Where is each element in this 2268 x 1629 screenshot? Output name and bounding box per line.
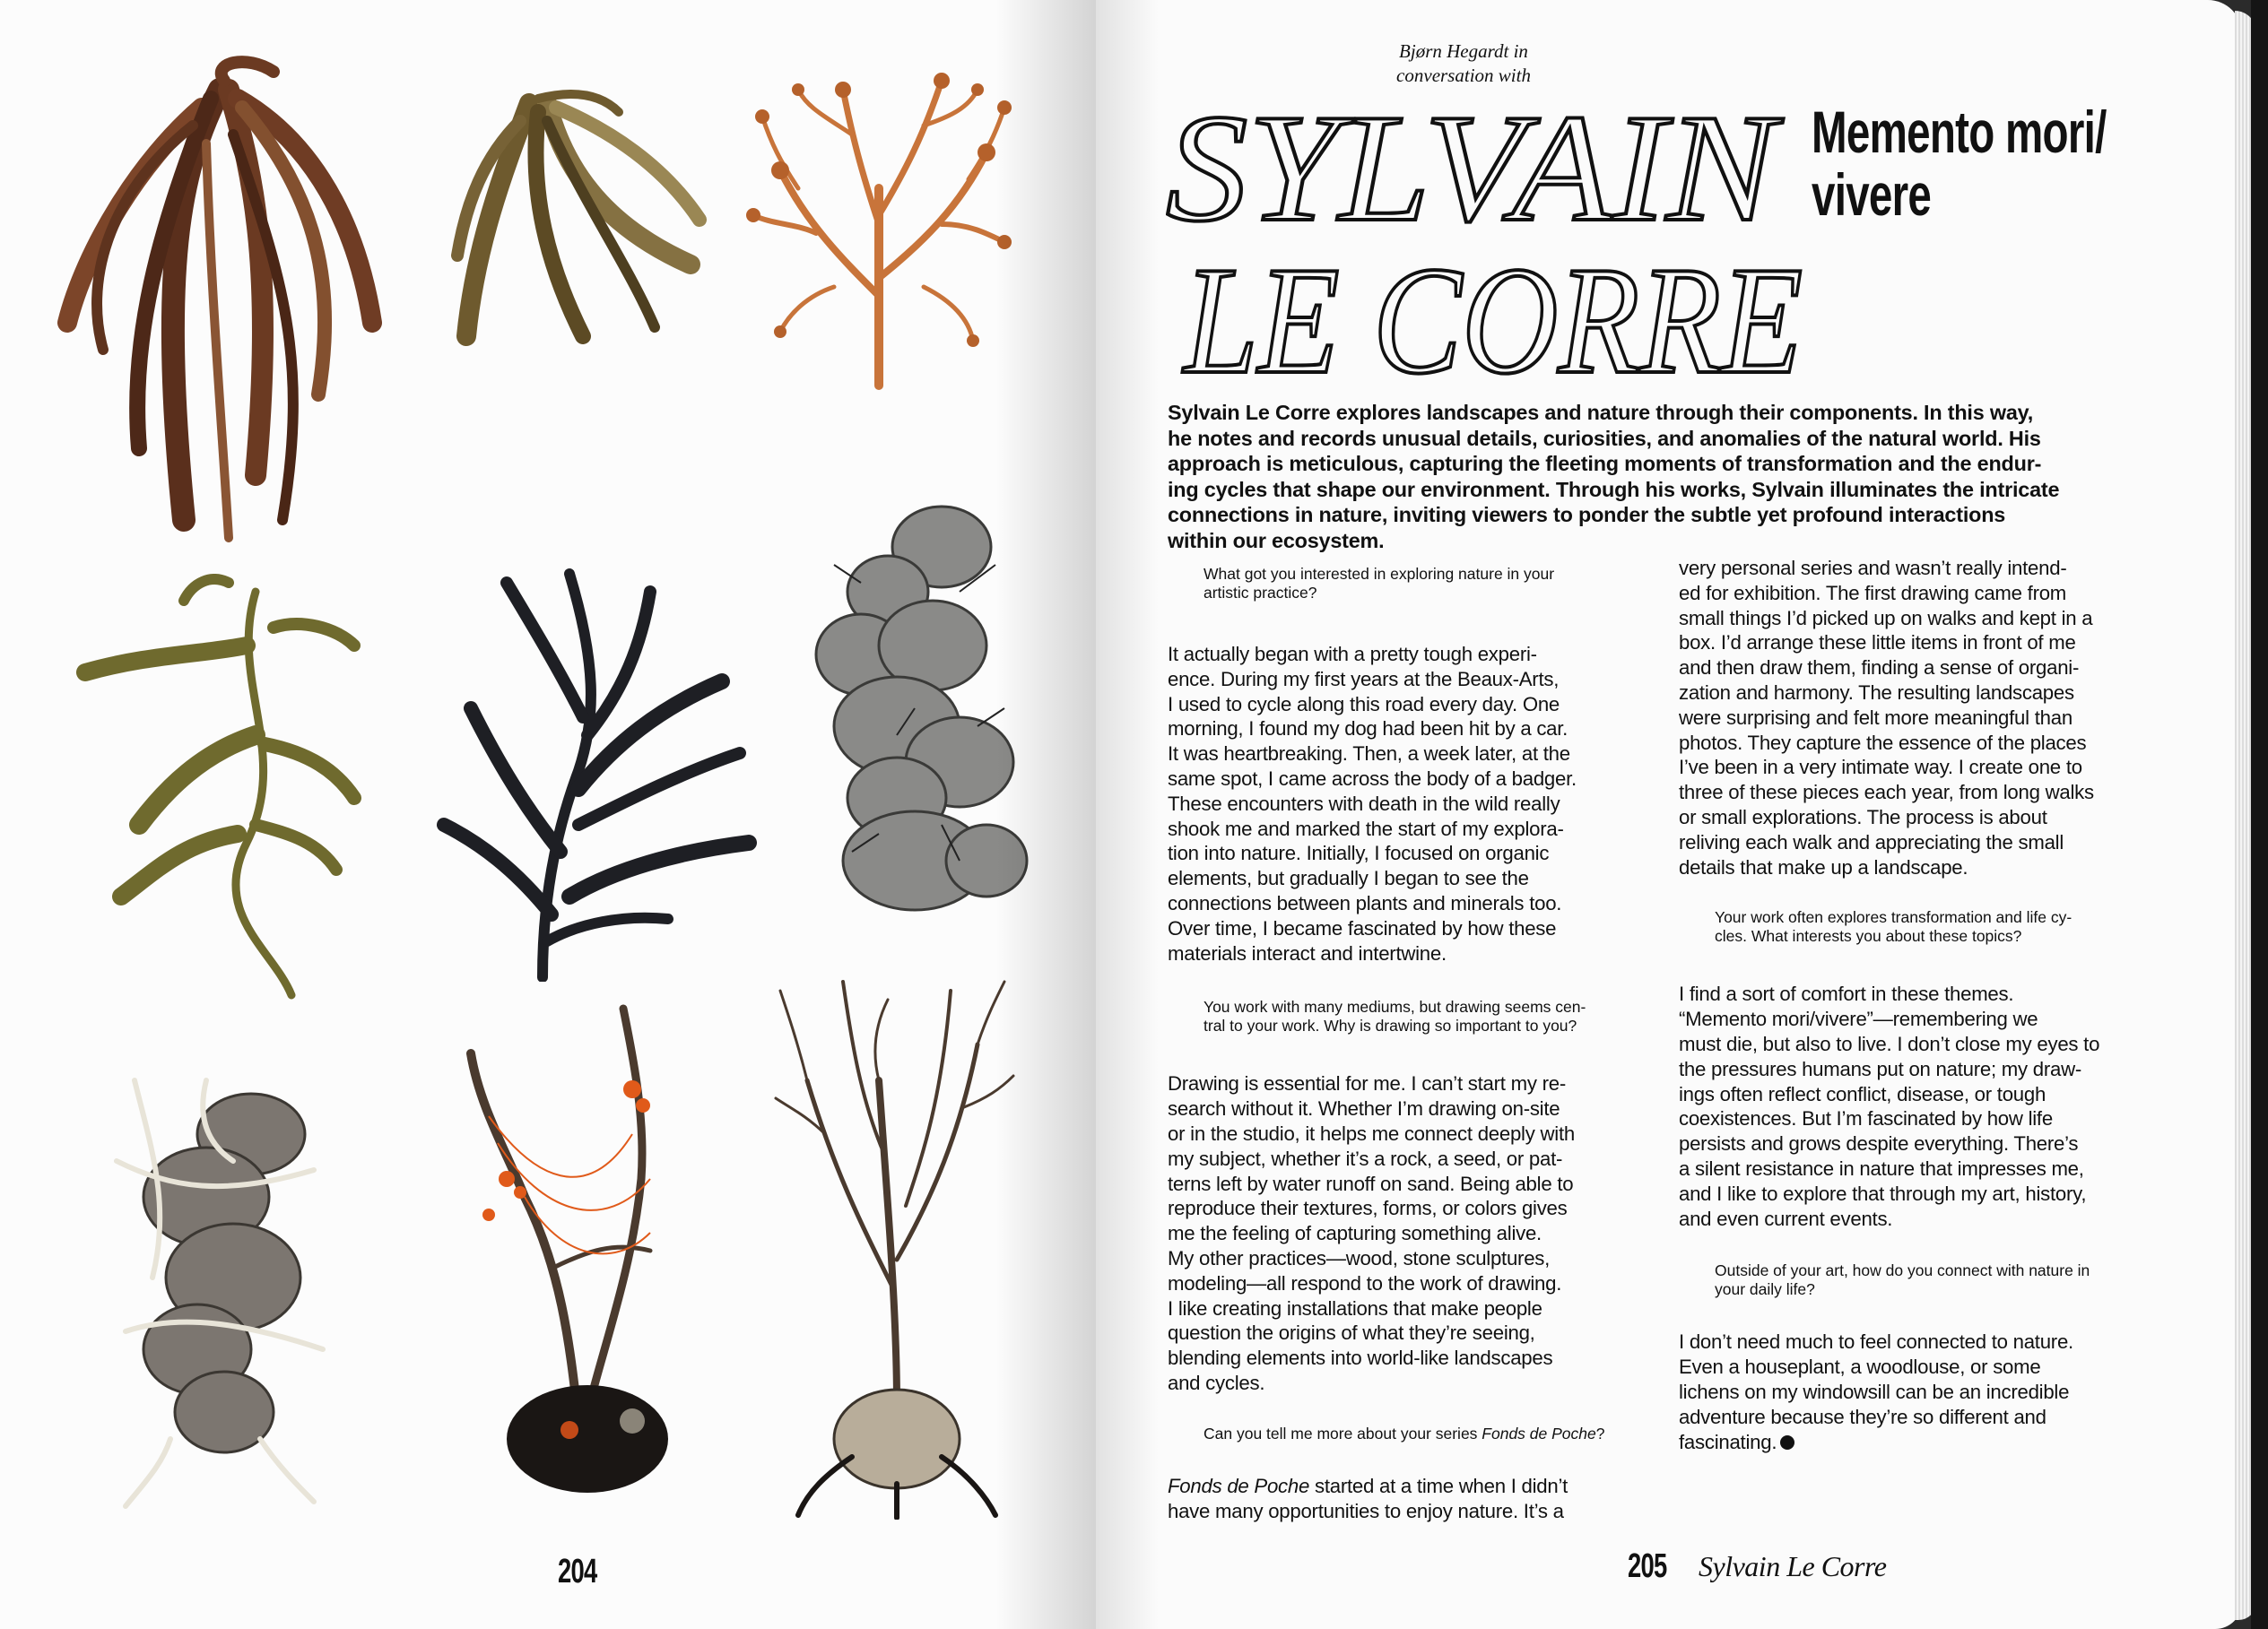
answer-line: ed for exhibition. The first drawing came from xyxy=(1679,581,2067,604)
dark-seaweed-illustration xyxy=(435,556,758,982)
question-line: Outside of your art, how do you connect with nature in xyxy=(1715,1261,2090,1280)
answer-line: same spot, I came across the body of a badger. xyxy=(1168,767,1577,790)
answer-line: It actually began with a pretty tough experi- xyxy=(1168,643,1537,665)
answer-line: These encounters with death in the wild really xyxy=(1168,792,1560,815)
question-2 xyxy=(1204,998,1643,1035)
answer-3-start xyxy=(1168,1474,1652,1524)
question-text: Can you tell me more about your series xyxy=(1204,1424,1482,1443)
question-text: ? xyxy=(1595,1424,1605,1443)
olive-seaweed-illustration xyxy=(67,574,363,1004)
answer-4 xyxy=(1679,982,2163,1231)
subtitle-line: vivere xyxy=(1812,161,1932,228)
answer-1 xyxy=(1168,642,1652,966)
answer-3-continued xyxy=(1679,556,2163,879)
byline-line: conversation with xyxy=(1396,65,1531,86)
answer-line: box. I’d arrange these little items in front of me xyxy=(1679,631,2076,654)
running-title: Sylvain Le Corre xyxy=(1699,1550,1887,1582)
answer-line: and even current events. xyxy=(1679,1207,1893,1230)
intro-line: he notes and records unusual details, curiosities, and anomalies of the natural world. His xyxy=(1168,426,2041,450)
intro-line: Sylvain Le Corre explores landscapes and nature through their components. In this way, xyxy=(1168,401,2034,424)
answer-line: search without it. Whether I’m drawing on-site xyxy=(1168,1097,1560,1121)
answer-line: morning, I found my dog had been hit by a car. xyxy=(1168,717,1568,741)
answer-line xyxy=(1679,1430,2163,1455)
answer-line: blending elements into world-like landscapes xyxy=(1168,1347,1553,1370)
answer-line: details that make up a landscape. xyxy=(1679,855,1968,879)
answer-line: “Memento mori/vivere”—remembering we xyxy=(1679,1008,2038,1031)
series-title: Fonds de Poche xyxy=(1482,1424,1596,1443)
byline-line: Bjørn Hegardt in xyxy=(1399,40,1528,62)
article-subtitle xyxy=(1812,100,2107,226)
intro-paragraph xyxy=(1168,400,2154,554)
answer-line: or small explorations. The process is about xyxy=(1679,805,2047,828)
brown-kelp-illustration xyxy=(49,54,395,542)
answer-line: me the feeling of capturing something alive. xyxy=(1168,1222,1542,1245)
bare-tree-with-root-ball-illustration xyxy=(771,973,1022,1520)
title-line-2: LE CORRE xyxy=(1181,236,1803,394)
right-page-number: 205 xyxy=(1628,1547,1667,1585)
rooted-stone-illustration xyxy=(99,1062,332,1511)
answer-line: My other practices—wood, stone sculptures, xyxy=(1168,1246,1551,1269)
answer-line xyxy=(1168,1474,1652,1499)
intro-line: ing cycles that shape our environment. Through his works, Sylvain illuminates the intricate xyxy=(1168,477,2060,501)
answer-line: ence. During my first years at the Beaux-Arts, xyxy=(1168,667,1560,690)
answer-line: small things I’d picked up on walks and kept in a xyxy=(1679,606,2093,629)
answer-line: Drawing is essential for me. I can’t start my re- xyxy=(1168,1072,1566,1096)
answer-line: and I like to explore that through my art, history, xyxy=(1679,1182,2087,1205)
question-line: tral to your work. Why is drawing so important to you? xyxy=(1204,1017,1577,1035)
answer-line: were surprising and felt more meaningful than xyxy=(1679,706,2072,729)
answer-line: I’ve been in a very intimate way. I create one to xyxy=(1679,756,2082,779)
answer-line: elements, but gradually I began to see the xyxy=(1168,867,1529,890)
answer-line: Over time, I became fascinated by how these xyxy=(1168,916,1557,940)
left-page-number: 204 xyxy=(558,1553,597,1590)
answer-line: persists and grows despite everything. There’s xyxy=(1679,1132,2079,1156)
question-line: your daily life? xyxy=(1715,1280,1815,1299)
intro-line: approach is meticulous, capturing the fleeting moments of transformation and the endur- xyxy=(1168,452,2042,476)
answer-line: I find a sort of comfort in these themes. xyxy=(1679,983,2014,1006)
running-footer xyxy=(1628,1547,1887,1586)
answer-line: reproduce their textures, forms, or colors gives xyxy=(1168,1197,1568,1220)
answer-line: my subject, whether it’s a rock, a seed, or pat- xyxy=(1168,1147,1563,1170)
gutter-shadow-right xyxy=(1096,0,1159,1629)
answer-line: coexistences. But I’m fascinated by how life xyxy=(1679,1107,2053,1131)
question-5 xyxy=(1715,1261,2154,1299)
answer-line: modeling—all respond to the work of drawing. xyxy=(1168,1271,1562,1295)
answer-line: must die, but also to live. I don’t close my eyes to xyxy=(1679,1032,2100,1055)
answer-line: three of these pieces each year, from long walks xyxy=(1679,781,2094,804)
answer-line: question the origins of what they’re seeing, xyxy=(1168,1321,1535,1345)
answer-line: I like creating installations that make people xyxy=(1168,1296,1542,1320)
question-line: Your work often explores transformation and life cy- xyxy=(1715,908,2072,927)
branch-with-orange-fungus-illustration xyxy=(453,1000,704,1497)
answer-line: a silent resistance in nature that impresses me, xyxy=(1679,1157,2084,1180)
answer-line: very personal series and wasn’t really intend- xyxy=(1679,557,2067,579)
orange-coral-weed-illustration xyxy=(744,63,1013,394)
answer-line: It was heartbreaking. Then, a week later, at the xyxy=(1168,742,1570,766)
answer-line: adventure because they’re so different and xyxy=(1679,1405,2046,1428)
answer-line: and cycles. xyxy=(1168,1371,1265,1394)
answer-5 xyxy=(1679,1330,2163,1454)
answer-line: Even a houseplant, a woodlouse, or some xyxy=(1679,1356,2041,1379)
question-line: artistic practice? xyxy=(1204,584,1317,602)
answer-2 xyxy=(1168,1071,1652,1395)
tan-kelp-illustration xyxy=(448,85,708,350)
question-1 xyxy=(1204,565,1643,602)
answer-text: started at a time when I didn’t xyxy=(1309,1474,1568,1497)
answer-line: or in the studio, it helps me connect deeply with xyxy=(1168,1122,1575,1145)
title-line-1: SYLVAIN xyxy=(1166,83,1784,254)
answer-line: lichens on my windowsill can be an incredible xyxy=(1679,1380,2070,1403)
end-mark-icon xyxy=(1780,1435,1794,1450)
question-4 xyxy=(1715,908,2154,946)
answer-line: zation and harmony. The resulting landscapes xyxy=(1679,680,2074,704)
article-column-left xyxy=(1168,565,1652,1523)
answer-line: terns left by water runoff on sand. Being able to xyxy=(1168,1172,1574,1195)
question-3 xyxy=(1204,1425,1643,1443)
article-title xyxy=(1166,72,1829,394)
grey-stone-cluster-illustration xyxy=(807,493,1040,932)
article-column-right xyxy=(1679,556,2163,1454)
answer-line: connections between plants and minerals too. xyxy=(1168,891,1562,914)
question-line: You work with many mediums, but drawing seems cen- xyxy=(1204,998,1586,1017)
answer-line: I don’t need much to feel connected to nature. xyxy=(1679,1330,2073,1354)
answer-line: have many opportunities to enjoy nature. It’s a xyxy=(1168,1499,1564,1522)
book-cover-edge xyxy=(2251,0,2268,1629)
answer-line: ings often reflect conflict, disease, or tough xyxy=(1679,1082,2046,1105)
answer-line: reliving each walk and appreciating the small xyxy=(1679,830,2064,853)
answer-line: tion into nature. Initially, I focused on organic xyxy=(1168,842,1550,865)
answer-line: and then draw them, finding a sense of organi- xyxy=(1679,656,2080,680)
intro-line: within our ecosystem. xyxy=(1168,528,1385,552)
answer-line: materials interact and intertwine. xyxy=(1168,941,1447,965)
question-line: What got you interested in exploring nature in your xyxy=(1204,565,1555,583)
answer-line: I used to cycle along this road every day. One xyxy=(1168,692,1560,715)
question-line: cles. What interests you about these topics? xyxy=(1715,927,2022,946)
answer-line: the pressures humans put on nature; my draw- xyxy=(1679,1057,2082,1080)
subtitle-line: Memento mori/ xyxy=(1812,99,2107,165)
answer-line: photos. They capture the essence of the places xyxy=(1679,731,2087,754)
answer-line: shook me and marked the start of my explora- xyxy=(1168,817,1564,840)
series-title: Fonds de Poche xyxy=(1168,1474,1310,1497)
left-page xyxy=(0,0,1096,1629)
answer-text: fascinating. xyxy=(1679,1430,1777,1453)
intro-line: connections in nature, inviting viewers to ponder the subtle yet profound interactions xyxy=(1168,503,2006,527)
